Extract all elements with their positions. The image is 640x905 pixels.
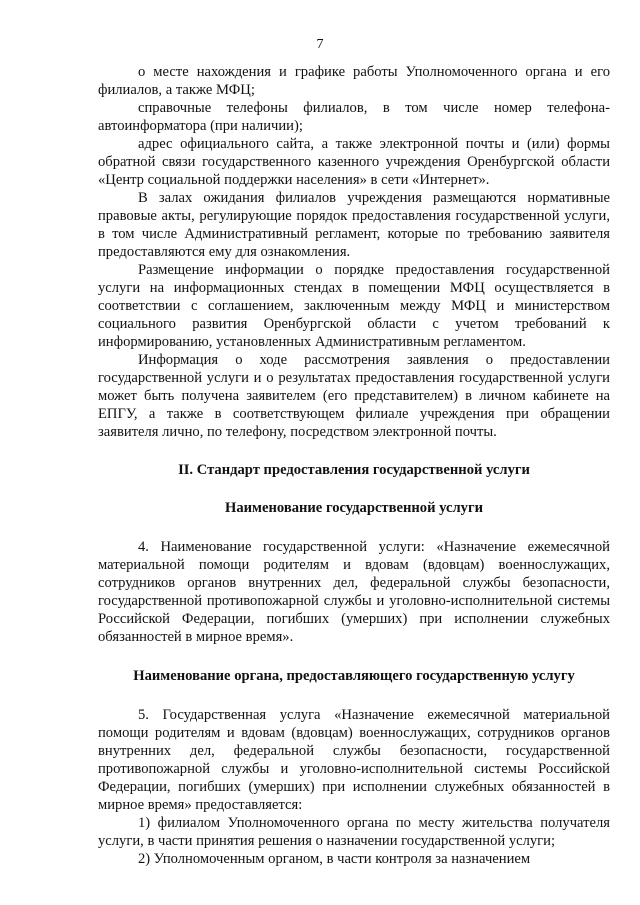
list-item-1: 1) филиалом Уполномоченного органа по месту жительства получателя услуги, в части принятия решения о назначении государственной услуги; (98, 815, 610, 849)
section-heading: II. Стандарт предоставления государственной услуги (178, 462, 530, 478)
page-number: 7 (316, 37, 324, 52)
paragraph: адрес официального сайта, а также электронной почты и (или) формы обратной связи государственного казенного учреждения Оренбургской области «Центр социальной поддержки населения» в сети «Интернет». (98, 136, 610, 188)
list-item-2: 2) Уполномоченным органом, в части контроля за назначением (138, 851, 531, 867)
paragraph: справочные телефоны филиалов, в том числе номер телефона-автоинформатора (при наличии); (98, 100, 610, 134)
subheading-service-name: Наименование государственной услуги (225, 500, 483, 516)
paragraph: Размещение информации о порядке предоставления государственной услуги на информационных стендах в помещении МФЦ осуществляется в соответствии с соглашением, заключенным между МФЦ и министерством социального развития Оренбургской области с учетом требований к информированию, установленных Административным регламентом. (98, 262, 610, 350)
paragraph: Информация о ходе рассмотрения заявления о предоставлении государственной услуги и о результатах предоставления государственной услуги может быть получена заявителем (его представителем) в личном кабинете на ЕПГУ, а также в соответствующем филиале учреждения при обращении заявителя лично, по телефону, посредством электронной почты. (98, 352, 610, 440)
subheading-providing-organ: Наименование органа, предоставляющего государственную услугу (133, 668, 575, 684)
document-body (98, 63, 610, 868)
paragraph: о месте нахождения и графике работы Уполномоченного органа и его филиалов, а также МФЦ; (98, 64, 610, 98)
paragraph: В залах ожидания филиалов учреждения размещаются нормативные правовые акты, регулирующие порядок предоставления государственной услуги, в том числе Административный регламент, которые по требованию заявителя предоставляются ему для ознакомления. (98, 190, 610, 260)
paragraph-4: 4. Наименование государственной услуги: «Назначение ежемесячной материальной помощи родителям и вдовам (вдовцам) военнослужащих, сотрудников органов внутренних дел, федеральной службы безопасности, государственной противопожарной службы и уголовно-исполнительной системы Российской Федерации, погибших (умерших) при исполнении служебных обязанностей в мирное время». (98, 539, 610, 645)
paragraph-5: 5. Государственная услуга «Назначение ежемесячной материальной помощи родителям и вдовам (вдовцам) военнослужащих, сотрудников органов внутренних дел, федеральной службы безопасности, государственной противопожарной службы и уголовно-исполнительной системы Российской Федерации, погибших (умерших) при исполнении служебных обязанностей в мирное время» предоставляется: (98, 707, 610, 813)
